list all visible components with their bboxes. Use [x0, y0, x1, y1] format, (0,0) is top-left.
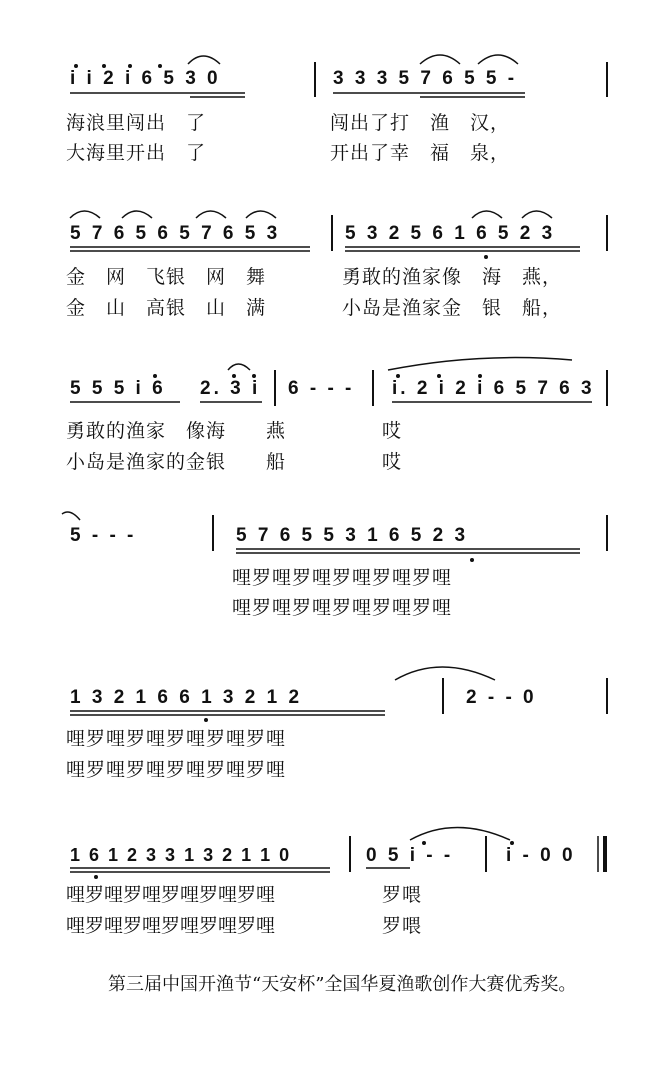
notes-s2-m1: 5 7 6 5 6 5 7 6 5 3: [70, 223, 281, 244]
octave-dot: [232, 374, 236, 378]
octave-dot: [396, 374, 400, 378]
notes-s6-m3: i - 0 0: [506, 845, 576, 866]
notes-s4-m2: 5 7 6 5 5 3 1 6 5 2 3: [236, 525, 469, 546]
lyric-s3-v2-a: 小岛是渔家的金银 船: [66, 451, 287, 473]
lyric-s6-v2-b: 罗喂: [382, 915, 423, 937]
notes-s1-m1: i i 2 i 6 5 3 0: [70, 68, 221, 89]
lyric-s2-v2-a: 金 山 高银 山 满: [66, 297, 267, 319]
lyric-s2-v1-b: 勇敢的渔家像 海 燕，: [342, 266, 563, 288]
slur: [70, 211, 100, 218]
octave-dot: [510, 841, 514, 845]
notes-s4-m1: 5 - - -: [70, 525, 137, 546]
lyric-s3-v2-b: 哎: [382, 451, 403, 473]
lyric-s4-v1: 哩罗哩罗哩罗哩罗哩罗哩: [232, 567, 453, 589]
notes-s2-m2: 5 3 2 5 6 1 6 5 2 3: [345, 223, 556, 244]
slur: [246, 211, 276, 218]
lyric-s3-v1-b: 哎: [382, 420, 403, 442]
slur: [410, 828, 510, 841]
notes-s5-m2: 2 - - 0: [466, 687, 537, 708]
octave-dot: [470, 558, 474, 562]
octave-dot: [128, 64, 132, 68]
slur: [388, 358, 572, 370]
lyric-s5-v1: 哩罗哩罗哩罗哩罗哩罗哩: [66, 728, 287, 750]
slur: [472, 211, 502, 218]
octave-dot: [422, 841, 426, 845]
slur: [420, 55, 460, 64]
lyric-s6-v1-a: 哩罗哩罗哩罗哩罗哩罗哩: [66, 884, 276, 906]
octave-dot: [102, 64, 106, 68]
slur: [478, 55, 518, 64]
octave-dot: [478, 374, 482, 378]
lyric-s1-v1-b: 闯出了打 渔 汉，: [330, 112, 511, 134]
notes-s3-m4: i. 2 i 2 i 6 5 7 6 3: [392, 378, 595, 399]
lyric-s6-v1-b: 罗喂: [382, 884, 423, 906]
slur: [62, 512, 80, 520]
slur: [122, 211, 152, 218]
octave-dot: [74, 64, 78, 68]
octave-dot: [437, 374, 441, 378]
slur: [196, 211, 226, 218]
octave-dot: [484, 255, 488, 259]
octave-dot: [153, 374, 157, 378]
lyric-s1-v2-b: 开出了幸 福 泉，: [330, 142, 511, 164]
notes-s5-m1: 1 3 2 1 6 6 1 3 2 1 2: [70, 687, 303, 708]
lyric-s2-v1-a: 金 网 飞银 网 舞: [66, 266, 267, 288]
lyric-s2-v2-b: 小岛是渔家金 银 船，: [342, 297, 563, 319]
notes-s6-m1: 1 6 1 2 3 3 1 3 2 1 1 0: [70, 845, 292, 865]
lyric-s1-v2-a: 大海里开出 了: [66, 142, 207, 164]
lyric-s6-v2-a: 哩罗哩罗哩罗哩罗哩罗哩: [66, 915, 276, 937]
slur: [228, 364, 250, 370]
award-footnote: 第三届中国开渔节“天安杯”全国华夏渔歌创作大赛优秀奖。: [108, 974, 577, 995]
lyric-s3-v1-a: 勇敢的渔家 像海 燕: [66, 420, 287, 442]
lyric-s1-v1-a: 海浪里闯出 了: [66, 112, 207, 134]
octave-dot: [94, 875, 98, 879]
octave-dot: [158, 64, 162, 68]
notes-s6-m2: 0 5 i - -: [366, 845, 454, 866]
lyric-s5-v2: 哩罗哩罗哩罗哩罗哩罗哩: [66, 759, 287, 781]
slur: [522, 211, 552, 218]
slur: [188, 56, 220, 64]
slur: [395, 667, 495, 680]
notes-s1-m2: 3 3 3 5 7 6 5 5 -: [333, 68, 518, 89]
octave-dot: [252, 374, 256, 378]
notes-s3-m1: 5 5 5 i 6: [70, 378, 166, 399]
lyric-s4-v2: 哩罗哩罗哩罗哩罗哩罗哩: [232, 597, 453, 619]
notes-s3-m3: 6 - - -: [288, 378, 355, 399]
notes-s3-m2: 2. 3 i: [200, 378, 261, 399]
octave-dot: [204, 718, 208, 722]
